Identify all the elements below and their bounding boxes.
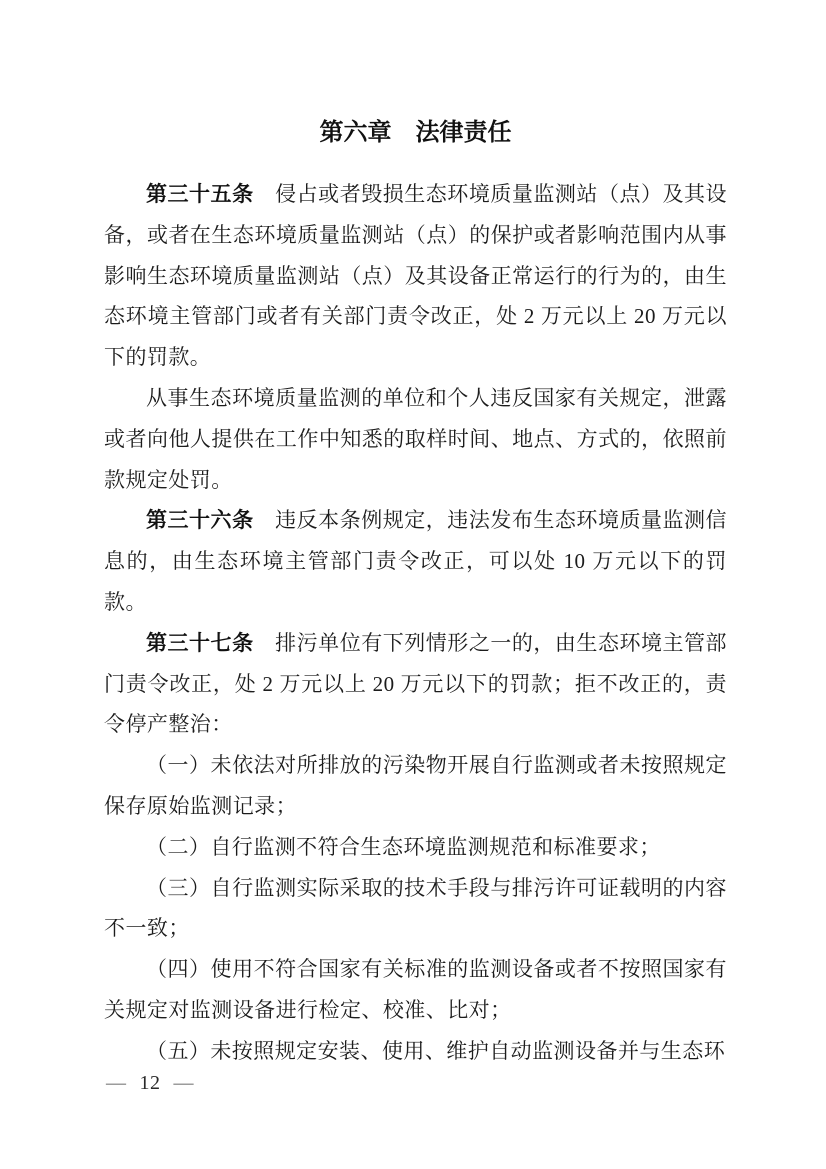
page-footer — [106, 1072, 194, 1095]
paragraph-text: （五）未按照规定安装、使用、维护自动监测设备并与生态环 — [146, 1038, 726, 1063]
article-number: 第三十六条 — [146, 508, 254, 533]
paragraph-text: （二）自行监测不符合生态环境监测规范和标准要求； — [146, 834, 661, 859]
document-content — [104, 112, 727, 1072]
article-paragraph — [104, 174, 727, 378]
article-paragraph — [104, 623, 727, 745]
paragraph-text: （一）未依法对所排放的污染物开展自行监测或者未按照规定保存原始监测记录； — [104, 753, 727, 818]
paragraph-text: （三）自行监测实际采取的技术手段与排污许可证载明的内容不一致； — [104, 875, 727, 941]
clause-item — [104, 1031, 727, 1072]
paragraph-text: 侵占或者毁损生态环境质量监测站（点）及其设备，或者在生态环境质量监测站（点）的保护或者影响范围内从事影响生态环境质量监测站（点）及其设备正常运行的行为的，由生态环境主管部门或者有关部门责令改正，处 2 万元以上 20 万元以下的罚款。 — [104, 182, 727, 370]
clause-item — [104, 827, 727, 868]
footer-dash-right: — — [173, 1074, 194, 1092]
article-paragraph — [104, 500, 727, 622]
paragraph-text: 违反本条例规定，违法发布生态环境质量监测信息的，由生态环境主管部门责令改正，可以处 10 万元以下的罚款。 — [104, 508, 727, 614]
clause-item — [104, 868, 727, 950]
clause-item — [104, 745, 727, 827]
footer-dash-left: — — [106, 1074, 127, 1092]
clause-item — [104, 949, 727, 1031]
paragraph-text: 排污单位有下列情形之一的，由生态环境主管部门责令改正，处 2 万元以上 20 万元以下的罚款；拒不改正的，责令停产整治： — [104, 630, 727, 737]
article-paragraph — [104, 378, 727, 500]
page-number: 12 — [139, 1072, 161, 1094]
paragraph-text: 从事生态环境质量监测的单位和个人违反国家有关规定，泄露或者向他人提供在工作中知悉的取样时间、地点、方式的，依照前款规定处罚。 — [104, 385, 727, 492]
paragraph-text: （四）使用不符合国家有关标准的监测设备或者不按照国家有关规定对监测设备进行检定、校准、比对； — [104, 957, 727, 1022]
chapter-title: 第六章 法律责任 — [319, 120, 512, 146]
article-number: 第三十七条 — [146, 630, 254, 655]
article-number: 第三十五条 — [146, 182, 254, 206]
